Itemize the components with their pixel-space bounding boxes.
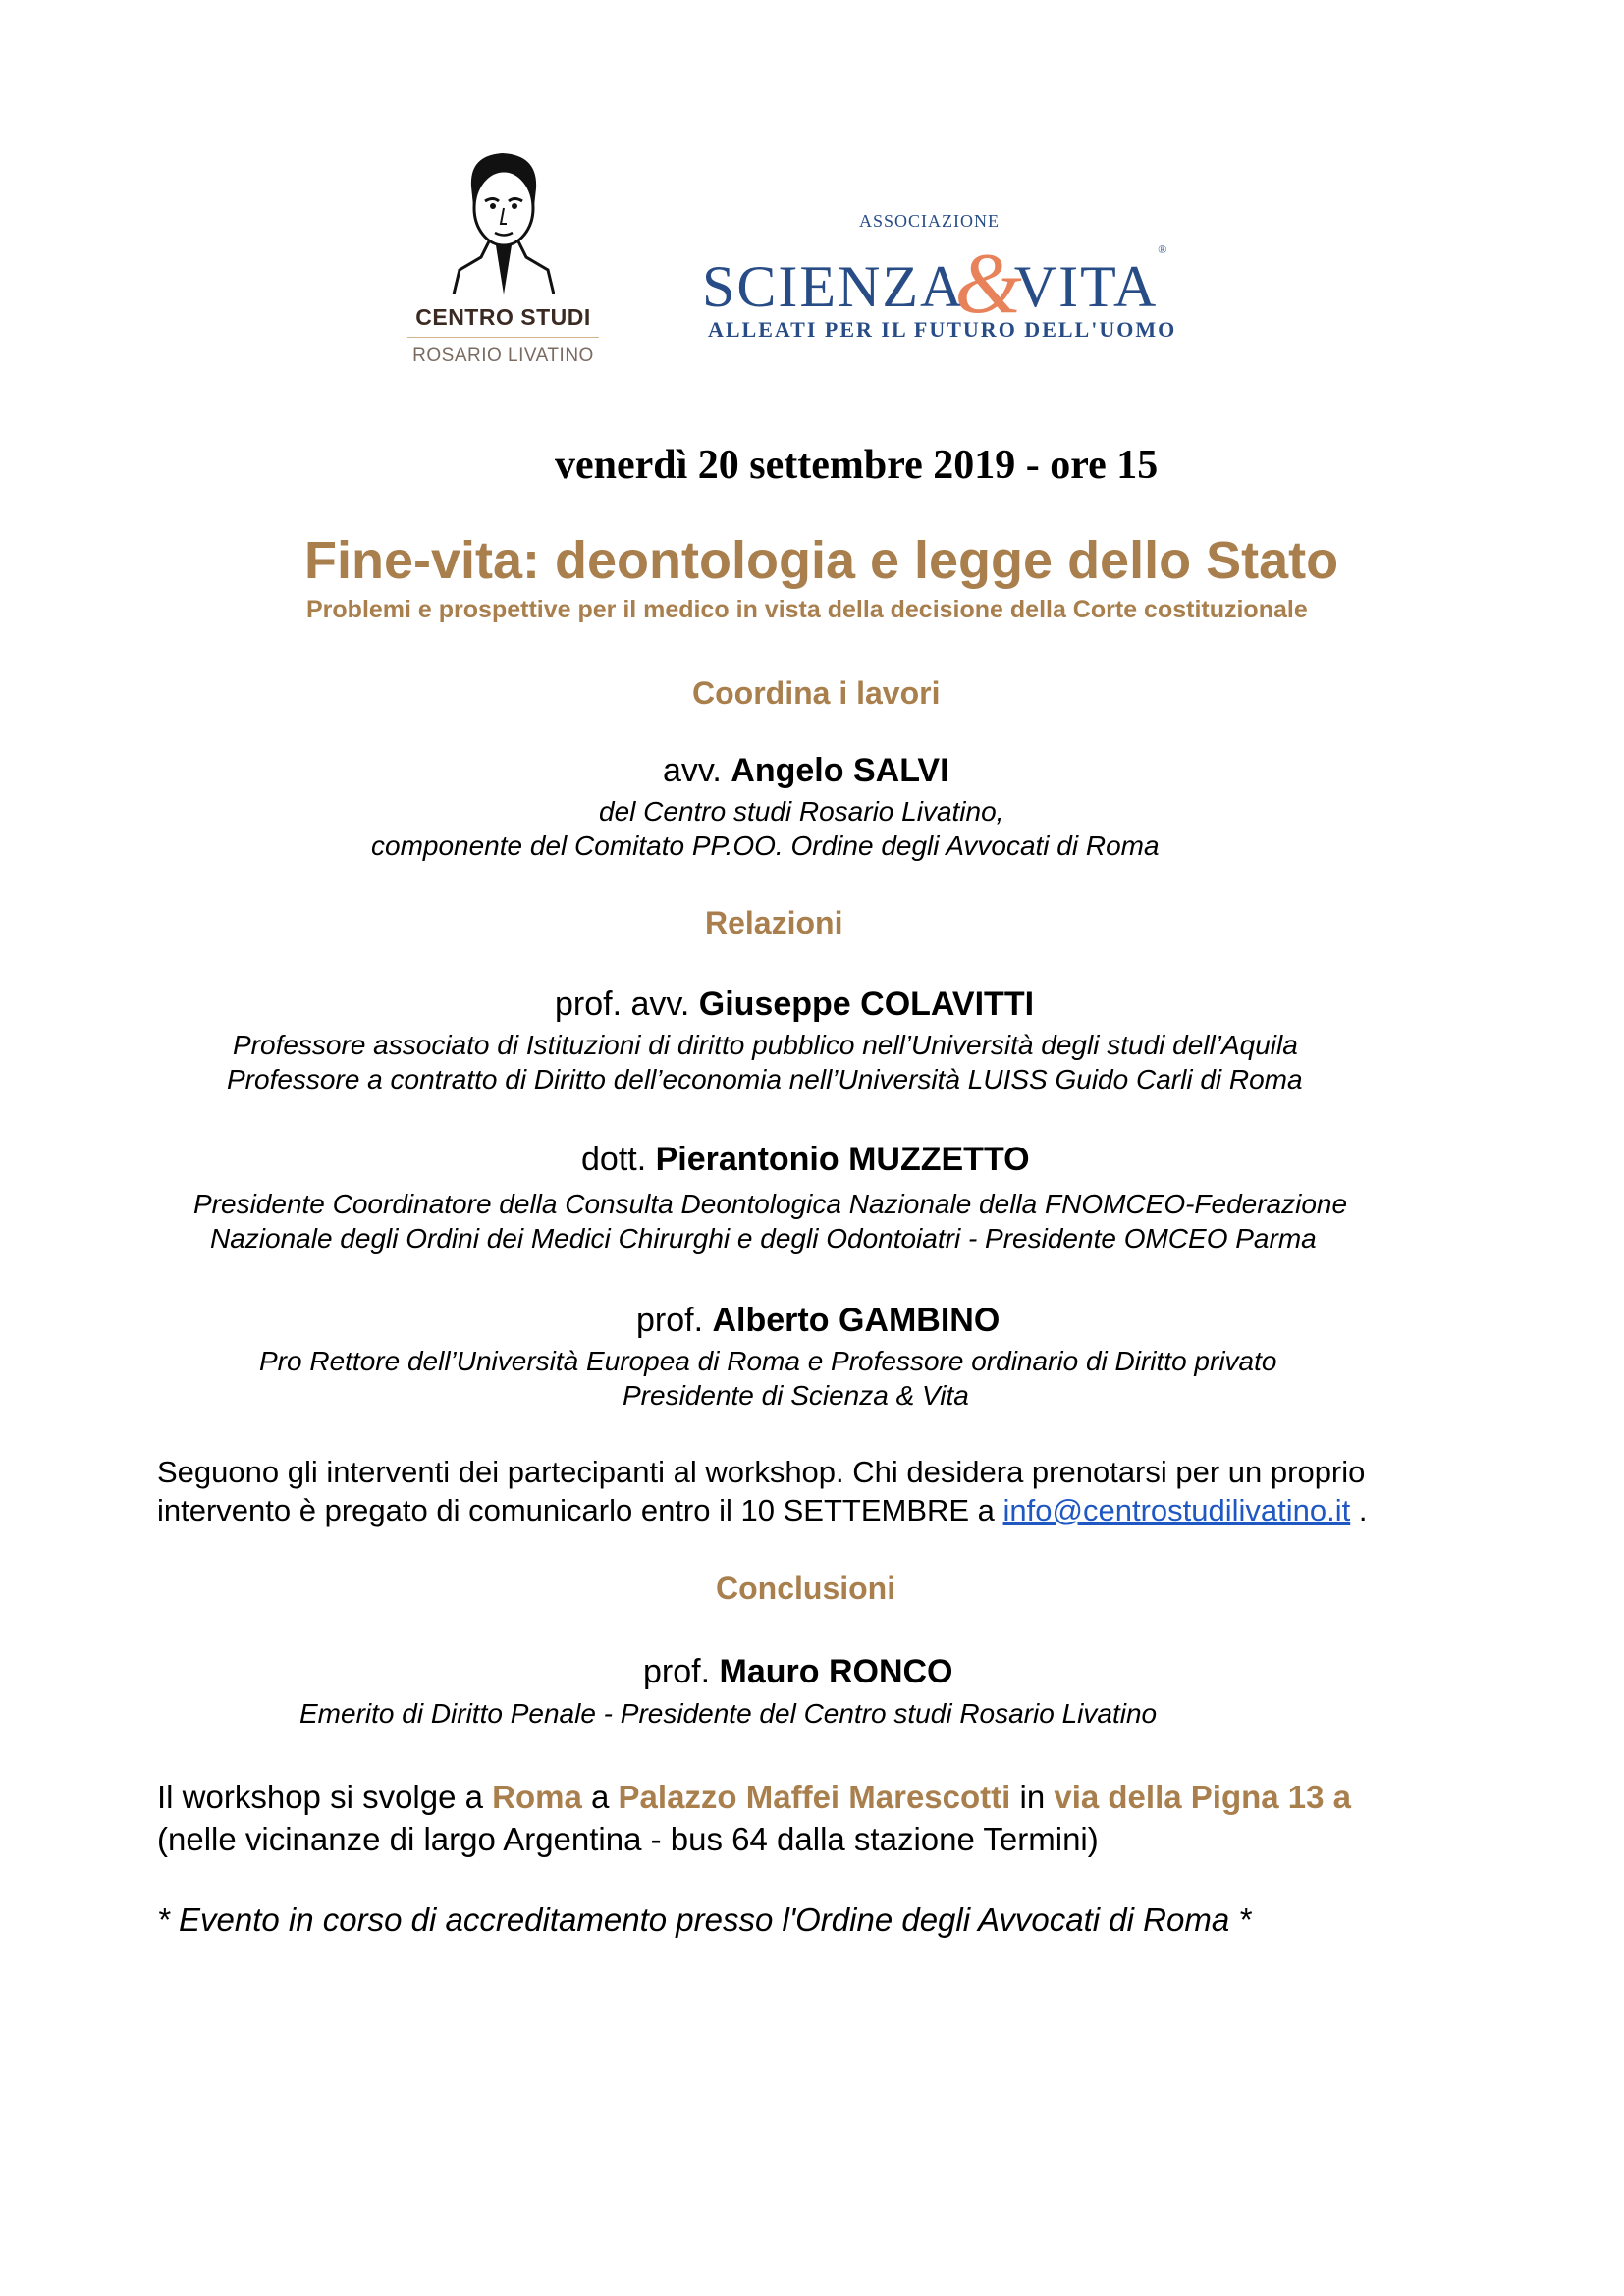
- speaker-name: Pierantonio MUZZETTO: [655, 1141, 1030, 1178]
- speaker-role: Professore a contratto di Diritto dell’economia nell’Università LUISS Guido Carli di Roma: [227, 1064, 1303, 1095]
- participation-line-2: [157, 1493, 1367, 1528]
- centro-studi-subtitle: ROSARIO LIVATINO: [412, 346, 594, 366]
- venue-address: via della Pigna 13 a: [1054, 1779, 1352, 1815]
- event-title: Fine-vita: deontologia e legge dello Stato: [304, 531, 1339, 590]
- coordinator-name-line: [663, 752, 949, 790]
- speaker-name: Giuseppe COLAVITTI: [698, 986, 1035, 1023]
- event-date: venerdì 20 settembre 2019 - ore 15: [555, 443, 1159, 488]
- logo-tagline: ALLEATI PER IL FUTURO DELL'UOMO: [708, 317, 1177, 342]
- speaker-name: Alberto GAMBINO: [712, 1302, 1001, 1339]
- coordinator-role-1: del Centro studi Rosario Livatino,: [599, 796, 1004, 827]
- venue-palace: Palazzo Maffei Marescotti: [618, 1779, 1011, 1815]
- venue-text: Il workshop si svolge a: [157, 1779, 493, 1815]
- speaker-role: Pro Rettore dell’Università Europea di Roma e Professore ordinario di Diritto privato: [259, 1346, 1277, 1376]
- event-subtitle: Problemi e prospettive per il medico in vista della decisione della Corte costituzionale: [306, 596, 1308, 623]
- centro-studi-logo: [398, 147, 609, 373]
- speaker-name-line: [555, 986, 1034, 1024]
- speakers-heading: Relazioni: [705, 905, 843, 940]
- conclusions-name: Mauro RONCO: [719, 1653, 953, 1690]
- venue-line: [157, 1779, 1351, 1816]
- coordinator-role-2: componente del Comitato PP.OO. Ordine degli Avvocati di Roma: [371, 830, 1160, 861]
- speaker-role: Professore associato di Istituzioni di diritto pubblico nell’Università degli studi dell’Aquila: [233, 1030, 1298, 1060]
- wordmark-part-2: VITA: [1013, 254, 1159, 319]
- speaker-role: Presidente Coordinatore della Consulta Deontologica Nazionale della FNOMCEO-Federazione: [193, 1189, 1348, 1219]
- conclusions-prefix: prof.: [643, 1653, 711, 1690]
- speaker-role: Nazionale degli Ordini dei Medici Chirurghi e degli Odontoiatri - Presidente OMCEO Parma: [210, 1223, 1317, 1254]
- participation-text: intervento è pregato di comunicarlo entro il 10 SETTEMBRE a: [157, 1493, 1003, 1527]
- accreditation-note: * Evento in corso di accreditamento presso l'Ordine degli Avvocati di Roma *: [157, 1901, 1252, 1938]
- speaker-name-line: [636, 1302, 1000, 1340]
- speaker-prefix: prof. avv.: [555, 986, 690, 1023]
- participation-suffix: .: [1350, 1493, 1368, 1527]
- conclusions-name-line: [643, 1653, 953, 1691]
- speaker-role: Presidente di Scienza & Vita: [623, 1380, 969, 1411]
- participation-line-1: Seguono gli interventi dei partecipanti al workshop. Chi desidera prenotarsi per un proprio: [157, 1455, 1366, 1489]
- registered-mark: ®: [1158, 242, 1169, 256]
- speaker-prefix: prof.: [636, 1302, 704, 1339]
- logo-divider: [407, 337, 599, 338]
- centro-studi-title: CENTRO STUDI: [415, 304, 591, 330]
- portrait-icon: [452, 147, 555, 294]
- venue-city: Roma: [492, 1779, 582, 1815]
- speaker-prefix: dott.: [581, 1141, 647, 1178]
- association-label: ASSOCIAZIONE: [859, 211, 1001, 231]
- venue-text: a: [581, 1779, 619, 1815]
- venue-directions: (nelle vicinanze di largo Argentina - bus 64 dalla stazione Termini): [157, 1821, 1099, 1857]
- coordinator-name: Angelo SALVI: [731, 752, 949, 789]
- venue-text: in: [1010, 1779, 1055, 1815]
- scienza-vita-logo: [702, 201, 1232, 348]
- wordmark-part-1: SCIENZA: [702, 254, 965, 319]
- coordinator-prefix: avv.: [663, 752, 722, 789]
- coordinator-heading: Coordina i lavori: [692, 675, 941, 711]
- conclusions-role: Emerito di Diritto Penale - Presidente del Centro studi Rosario Livatino: [299, 1698, 1158, 1729]
- contact-email-link[interactable]: info@centrostudilivatino.it: [1002, 1493, 1351, 1527]
- speaker-name-line: [581, 1141, 1030, 1179]
- conclusions-heading: Conclusioni: [716, 1571, 896, 1606]
- ampersand-mark: &: [954, 237, 1024, 332]
